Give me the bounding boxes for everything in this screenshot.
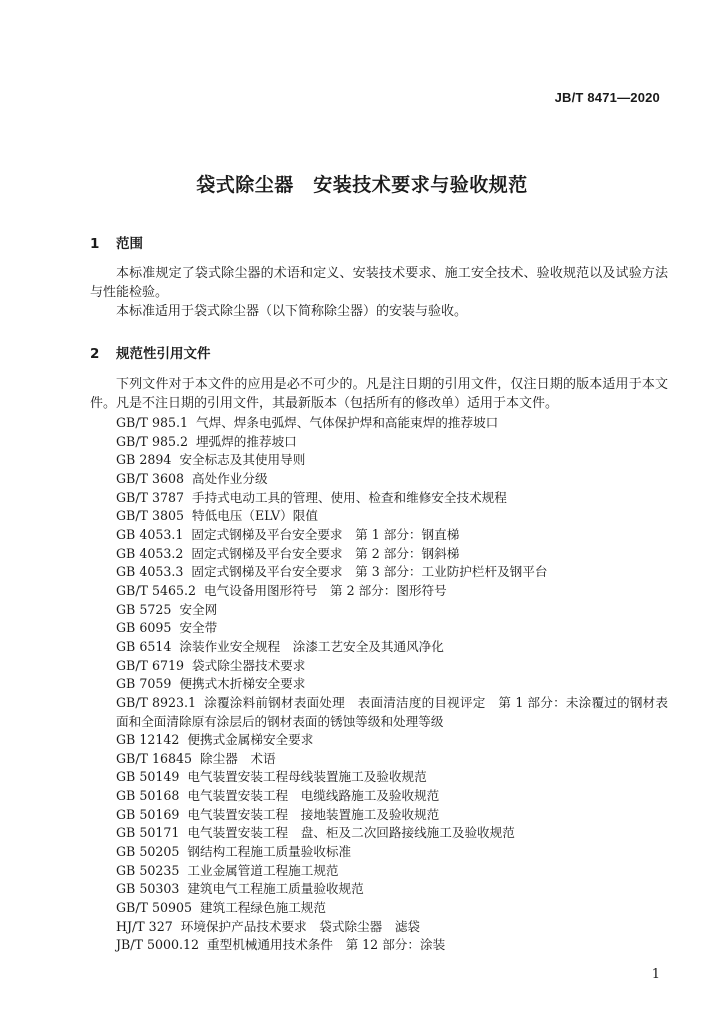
- reference-item: [90, 657, 668, 676]
- reference-title: 建筑电气工程施工质量验收规范: [187, 881, 364, 897]
- reference-code: GB 4053.2: [116, 545, 184, 561]
- reference-item: [90, 918, 668, 937]
- reference-code: GB/T 3787: [116, 489, 185, 505]
- reference-code: GB 6095: [116, 620, 172, 636]
- reference-code: GB 50303: [116, 881, 180, 897]
- reference-title: 固定式钢梯及平台安全要求 第 3 部分：工业防护栏杆及钢平台: [191, 564, 548, 580]
- reference-item: [90, 768, 668, 787]
- reference-code: GB/T 16845: [116, 750, 193, 766]
- section-number: 2: [90, 346, 100, 362]
- reference-code: GB/T 985.2: [116, 433, 189, 449]
- reference-item: [90, 824, 668, 843]
- reference-item: [90, 899, 668, 918]
- reference-title: 涂装作业安全规程 涂漆工艺安全及其通风净化: [179, 638, 444, 654]
- reference-code: HJ/T 327: [116, 918, 173, 934]
- reference-code: GB 50171: [116, 825, 180, 841]
- reference-title: 特低电压（ELV）限值: [192, 508, 318, 524]
- reference-code: GB/T 3805: [116, 508, 185, 524]
- reference-item: [90, 936, 668, 955]
- reference-item: [90, 507, 668, 526]
- reference-title: 安全带: [179, 620, 218, 636]
- reference-code: GB/T 3608: [116, 470, 185, 486]
- reference-code: GB/T 6719: [116, 657, 185, 673]
- reference-title: 袋式除尘器技术要求: [192, 657, 306, 673]
- reference-title: 高处作业分级: [192, 470, 268, 486]
- reference-title: 固定式钢梯及平台安全要求 第 2 部分：钢斜梯: [191, 545, 460, 561]
- reference-item: [90, 563, 668, 582]
- page-number: 1: [651, 967, 660, 982]
- reference-title: 安全标志及其使用导则: [179, 452, 306, 468]
- reference-item: [90, 880, 668, 899]
- section-title: 范围: [116, 236, 143, 252]
- reference-title: 建筑工程绿色施工规范: [200, 900, 326, 916]
- reference-item: [90, 489, 668, 508]
- section-title: 规范性引用文件: [116, 346, 211, 362]
- reference-code: GB 4053.1: [116, 526, 184, 542]
- reference-item: [90, 601, 668, 620]
- reference-item: [90, 470, 668, 489]
- reference-item: [90, 619, 668, 638]
- document-title: 袋式除尘器 安装技术要求与验收规范: [196, 174, 528, 196]
- reference-item: [90, 433, 668, 452]
- reference-title: 电气装置安装工程 盘、柜及二次回路接线施工及验收规范: [187, 825, 515, 841]
- reference-title: 气焊、焊条电弧焊、气体保护焊和高能束焊的推荐坡口: [196, 415, 499, 430]
- reference-item: [90, 694, 668, 731]
- reference-title: 电气设备用图形符号 第 2 部分：图形符号: [204, 582, 447, 598]
- section-heading-normative-references: [90, 342, 211, 362]
- reference-code: GB 50235: [116, 862, 180, 878]
- reference-code: GB/T 985.1: [116, 415, 189, 430]
- reference-code: GB/T 50905: [116, 900, 193, 916]
- reference-title: 埋弧焊的推荐坡口: [196, 433, 297, 449]
- reference-title: 便携式金属梯安全要求: [187, 732, 314, 748]
- reference-item: [90, 675, 668, 694]
- reference-title: 环境保护产品技术要求 袋式除尘器 滤袋: [180, 918, 420, 934]
- reference-code: GB 50169: [116, 806, 180, 822]
- reference-item: [90, 414, 668, 433]
- reference-code: GB 6514: [116, 638, 172, 654]
- reference-title: 电气装置安装工程 接地装置施工及验收规范: [187, 806, 440, 822]
- reference-code: JB/T 5000.12: [116, 937, 200, 953]
- reference-code: GB/T 5465.2: [116, 582, 197, 598]
- section-heading-scope: [90, 232, 143, 252]
- reference-code: GB 12142: [116, 732, 180, 748]
- reference-item: [90, 638, 668, 657]
- section-number: 1: [90, 236, 100, 252]
- reference-code: GB 5725: [116, 601, 172, 617]
- reference-code: GB 50205: [116, 844, 180, 860]
- reference-code: GB 4053.3: [116, 564, 184, 580]
- reference-title: 手持式电动工具的管理、使用、检查和维修安全技术规程: [192, 489, 507, 505]
- scope-paragraph-1: 本标准规定了袋式除尘器的术语和定义、安装技术要求、施工安全技术、验收规范以及试验方法与性能检验。: [90, 266, 668, 300]
- reference-item: [90, 582, 668, 601]
- reference-title: 安全网: [179, 601, 218, 617]
- reference-title: 除尘器 术语: [200, 750, 276, 766]
- reference-code: GB 50149: [116, 769, 180, 785]
- reference-code: GB 2894: [116, 452, 172, 468]
- reference-item: [90, 451, 668, 470]
- references-intro-paragraph: 下列文件对于本文件的应用是必不可少的。凡是注日期的引用文件，仅注日期的版本适用于本文件。凡是不注日期的引用文件，其最新版本（包括所有的修改单）适用于本文件。: [90, 377, 668, 411]
- reference-code: GB/T 8923.1: [116, 694, 197, 710]
- reference-title: 涂覆涂料前钢材表面处理 表面清洁度的目视评定 第 1 部分：未涂覆过的钢材表面和全面清除原有涂层后的钢材表面的锈蚀等级和处理等级: [116, 694, 668, 729]
- reference-item: [90, 806, 668, 825]
- reference-item: [90, 545, 668, 564]
- reference-title: 钢结构工程施工质量验收标准: [187, 844, 352, 860]
- reference-title: 工业金属管道工程施工规范: [187, 862, 339, 878]
- scope-paragraph-2: 本标准适用于袋式除尘器（以下简称除尘器）的安装与验收。: [116, 304, 468, 319]
- reference-title: 重型机械通用技术条件 第 12 部分：涂装: [207, 937, 446, 953]
- reference-title: 电气装置安装工程母线装置施工及验收规范: [187, 769, 427, 785]
- reference-code: GB 7059: [116, 676, 172, 692]
- reference-title: 电气装置安装工程 电缆线路施工及验收规范: [187, 788, 440, 804]
- standard-number: JB/T 8471—2020: [554, 90, 660, 105]
- reference-list: [90, 414, 668, 955]
- reference-item: [90, 787, 668, 806]
- reference-code: GB 50168: [116, 788, 180, 804]
- reference-item: [90, 862, 668, 881]
- reference-title: 便携式木折梯安全要求: [179, 676, 306, 692]
- reference-item: [90, 526, 668, 545]
- reference-item: [90, 731, 668, 750]
- reference-title: 固定式钢梯及平台安全要求 第 1 部分：钢直梯: [191, 526, 460, 542]
- reference-item: [90, 750, 668, 769]
- reference-item: [90, 843, 668, 862]
